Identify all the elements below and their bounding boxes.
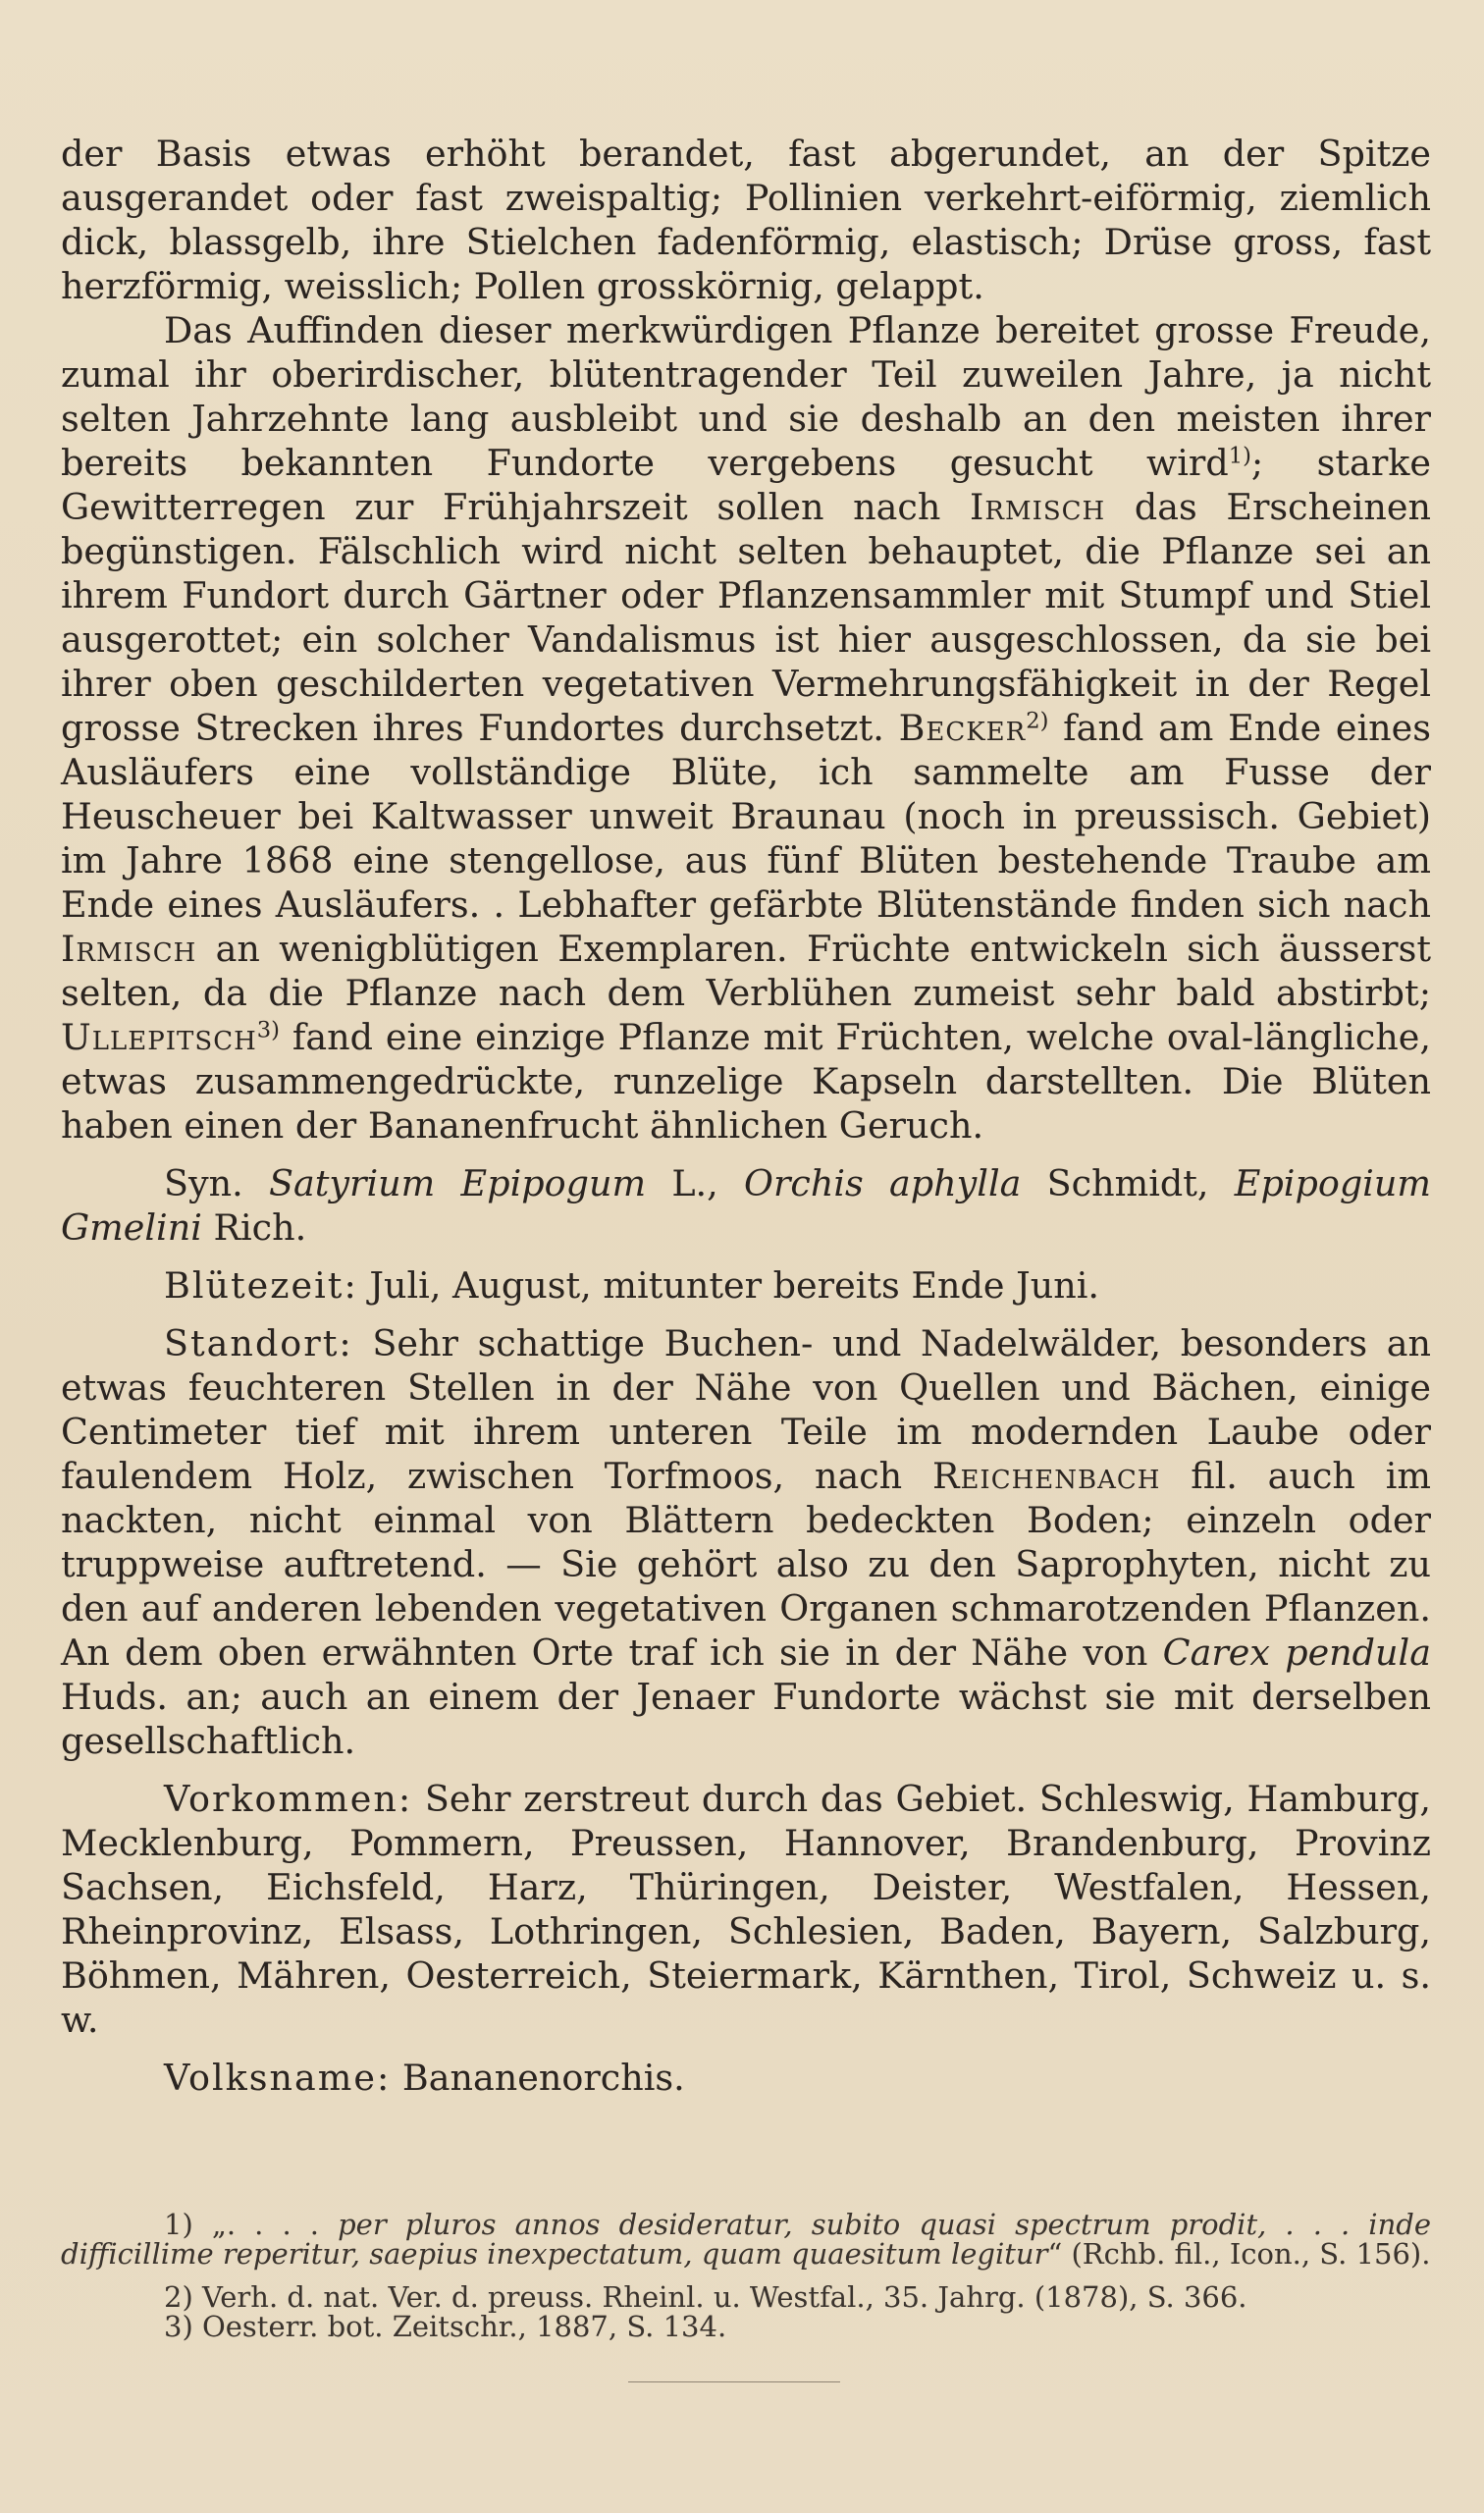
text-run: der Basis etwas erhöht berandet, fast abgerundet, an der Spitze ausgerandet oder fast zweispaltig; Pollinien verkehrt-eiförmig, ziemlich dick, blassgelb, ihre Stielchen fadenförmig, elastisch; Drüse gross, fast herzförmig, weisslich; Pollen grosskörnig, gelappt.: [61, 133, 1431, 307]
paragraph-habitat: [61, 1321, 1431, 1763]
italic-text: Orchis aphylla: [744, 1162, 1022, 1204]
footnote-1: [61, 2210, 1431, 2269]
text-run: das Erscheinen begünstigen. Fälschlich wird nicht selten behauptet, die Pflanze sei an ihrem Fundort durch Gärtner oder Pflanzensammler mit Stumpf und Stiel ausgerottet; ein solcher Vandalismus ist hier ausgeschlossen, da sie bei ihrer oben geschilderten vegetativen Vermehrungsfähigkeit in der Regel grosse Strecken ihres Fundortes durchsetzt.: [61, 486, 1431, 749]
text-run: Bananenorchis.: [391, 2057, 685, 2099]
paragraph-discovery: [61, 308, 1431, 1148]
italic-text: Epipogium Gmelini: [61, 1162, 1431, 1249]
text-run: ; starke Gewitterregen zur Frühjahrszeit sollen nach: [61, 442, 1431, 528]
author-name: Irmisch: [61, 928, 197, 970]
paragraph-synonyms: [61, 1161, 1431, 1250]
body-text: [61, 132, 1431, 2100]
author-name: Reichenbach: [931, 1455, 1161, 1497]
footnote-ref: 3): [256, 1017, 280, 1043]
text-run: fil. auch im nackten, nicht einmal von Blättern bedeckten Boden; einzeln oder truppweise auftretend. — Sie gehört also zu den Saprophyten, nicht zu den auf anderen lebenden vegetativen Organen schmarotzenden Pflanzen. An dem oben erwähnten Orte traf ich sie in der Nähe von: [61, 1455, 1431, 1674]
paragraph-distribution: [61, 1777, 1431, 2042]
section-label: Blütezeit:: [164, 1264, 358, 1307]
text-run: “ (Rchb. fil., Icon., S. 156).: [1047, 2237, 1431, 2271]
italic-text: Satyrium Epipogum: [269, 1162, 647, 1204]
paragraph-continuation: [61, 132, 1431, 308]
footnote-ref: 2): [1026, 708, 1049, 734]
section-label: Volksname:: [164, 2057, 392, 2099]
footnotes: [61, 2210, 1431, 2341]
section-label: Vorkommen:: [164, 1778, 413, 1820]
text-run: Syn.: [164, 1162, 269, 1204]
paragraph-flowering-time: [61, 1263, 1431, 1308]
section-label: Standort:: [164, 1322, 353, 1364]
text-run: Rich.: [201, 1206, 307, 1249]
italic-text: Carex pendula: [1162, 1631, 1431, 1674]
text-run: Das Auffinden dieser merkwürdigen Pflanze bereitet grosse Freude, zumal ihr oberirdischer, blütentragender Teil zuweilen Jahre, ja nicht selten Jahrzehnte lang ausbleibt und sie deshalb an den meisten ihrer bereits bekannten Fundorte vergebens gesucht wird: [61, 309, 1431, 484]
text-run: Huds. an; auch an einem der Jenaer Fundorte wächst sie mit derselben gesellschaftlich.: [61, 1676, 1431, 1762]
footnote-2: [61, 2282, 1431, 2312]
author-name: Ullepitsch: [61, 1016, 257, 1058]
bottom-divider: [628, 2381, 840, 2382]
footnote-ref: 1): [1228, 443, 1251, 469]
text-run: an wenigblütigen Exemplaren. Früchte entwickeln sich äusserst selten, da die Pflanze nach dem Verblühen zumeist sehr bald abstirbt;: [61, 928, 1431, 1014]
text-run: L.,: [646, 1162, 745, 1204]
text-run: Sehr schattige Buchen- und Nadelwälder, besonders an etwas feuchteren Stellen in der Nähe von Quellen und Bächen, einige Centimeter tief mit ihrem unteren Teile im modernden Laube oder faulendem Holz, zwischen Torfmoos, nach: [61, 1322, 1431, 1497]
author-name: Irmisch: [969, 486, 1106, 528]
footnote-3: [61, 2312, 1431, 2341]
text-run: Schmidt,: [1021, 1162, 1235, 1204]
italic-text: per pluros annos desideratur, subito quasi spectrum prodit, . . . inde difficillime reperitur, saepius inexpectatum, quam quaesitum legitur: [61, 2208, 1431, 2271]
text-run: 2) Verh. d. nat. Ver. d. preuss. Rheinl. u. Westfal., 35. Jahrg. (1878), S. 366.: [164, 2280, 1247, 2314]
text-run: Juli, August, mitunter bereits Ende Juni.: [357, 1264, 1100, 1307]
text-run: fand am Ende eines Ausläufers eine vollständige Blüte, ich sammelte am Fusse der Heuscheuer bei Kaltwasser unweit Braunau (noch in preussisch. Gebiet) im Jahre 1868 eine stengellose, aus fünf Blüten bestehende Traube am Ende eines Ausläufers. . Lebhafter gefärbte Blütenstände finden sich nach: [61, 707, 1431, 926]
text-run: 1) „. . . .: [164, 2208, 339, 2241]
text-run: 3) Oesterr. bot. Zeitschr., 1887, S. 134.: [164, 2310, 727, 2343]
text-run: Sehr zerstreut durch das Gebiet. Schleswig, Hamburg, Mecklenburg, Pommern, Preussen, Hannover, Brandenburg, Provinz Sachsen, Eichsfeld, Harz, Thüringen, Deister, Westfalen, Hessen, Rheinprovinz, Elsass, Lothringen, Schlesien, Baden, Bayern, Salzburg, Böhmen, Mähren, Oesterreich, Steiermark, Kärnthen, Tirol, Schweiz u. s. w.: [61, 1778, 1431, 2041]
author-name: Becker: [898, 707, 1027, 749]
paragraph-common-name: [61, 2056, 1431, 2100]
text-run: fand eine einzige Pflanze mit Früchten, welche oval-längliche, etwas zusammengedrückte, runzelige Kapseln darstellten. Die Blüten haben einen der Bananenfrucht ähnlichen Geruch.: [61, 1016, 1431, 1147]
